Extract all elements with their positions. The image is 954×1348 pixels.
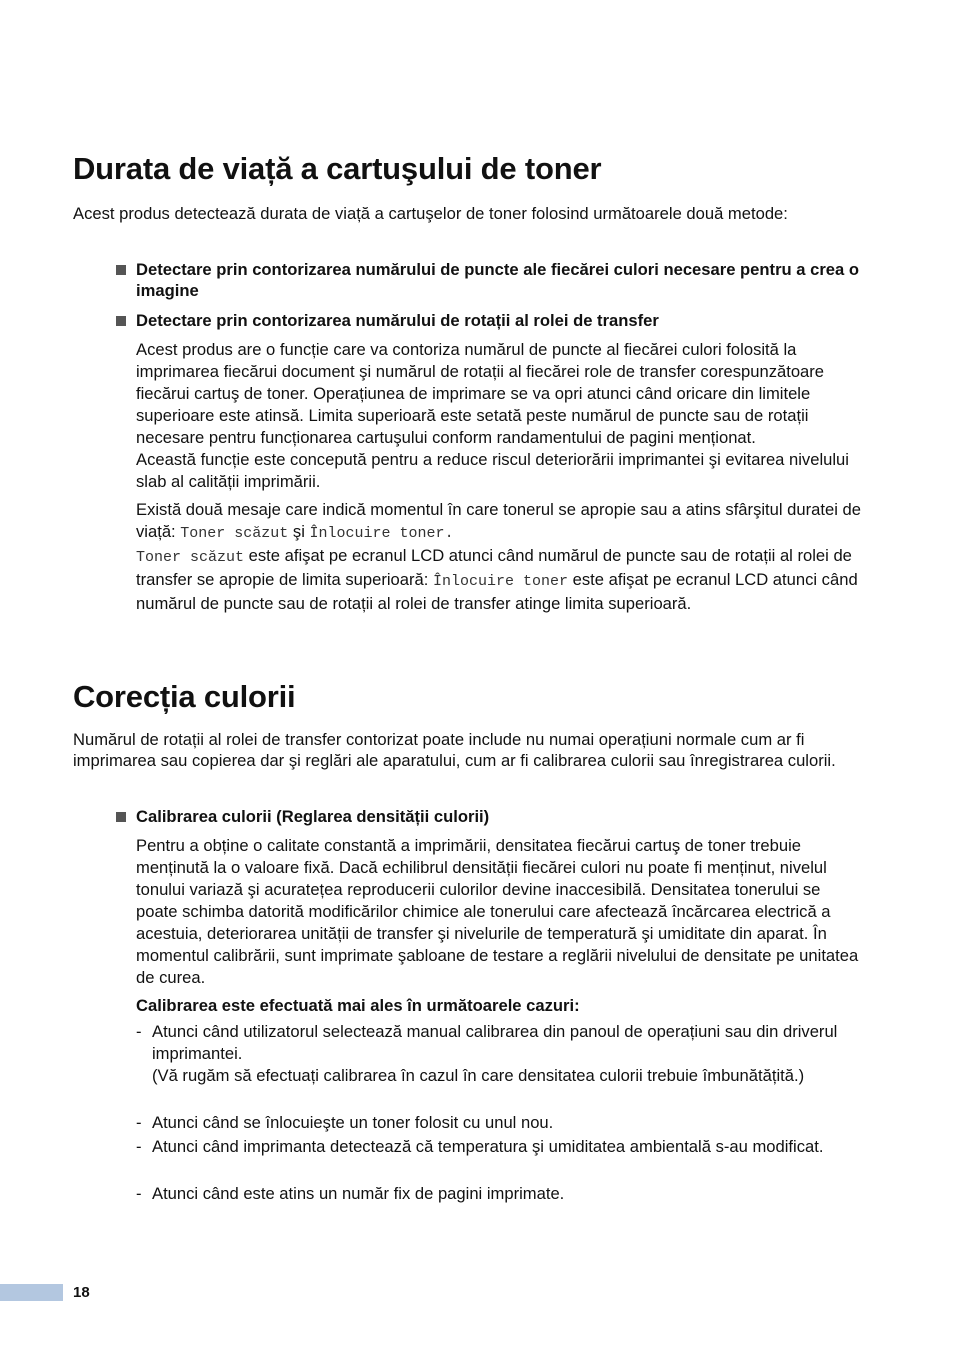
- bullet-dot-count: Detectare prin contorizarea numărului de puncte ale fiecărei culori necesare pentru a crea o imagine: [116, 259, 866, 301]
- messages-paragraph: Există două mesaje care indică momentul în care tonerul se apropie sau a atins sfârşitul duratei de viață: Toner scăzut şi Înlocuire toner. Toner scăzut este afişat pe ecranul LCD atunci când numărul de puncte sau de rotații al rolei de transfer se apropie de limita superioară: Înlocuire toner este afişat pe ecranul LCD atunci când numărul de puncte sau de rotații al rolei de transfer atinge limita superioară.: [136, 500, 861, 613]
- lcd-message-replace-toner: Înlocuire toner: [433, 573, 569, 590]
- page-number-bar: [0, 1284, 63, 1301]
- calibration-paragraph: Pentru a obține o calitate constantă a imprimării, densitatea fiecărui cartuş de toner trebuie menținută la o valoare fixă. Dacă echilibrul densității fiecărei culori nu poate fi menținut, nivelul tonului variază şi acuratețea reproducerii culorilor devine inaccesibilă. Densitatea tonerului se poate schimba datorită modificărilor chimice ale tonerului care afectează încărcarea electrică a acestuia, deteriorarea unității de transfer şi nivelurile de temperatură şi umiditate din aparat. În momentul calibrării, sunt imprimate şabloane de testare a reglării nivelului de densitate pe unitatea de curea. Calibrarea este efectuată mai ales în următoarele cazuri:: [136, 835, 866, 1017]
- list-item: - Atunci când se înlocuieşte un toner folosit cu unul nou.: [136, 1113, 554, 1132]
- calibration-subheading: Calibrarea este efectuată mai ales în următoarele cazuri:: [136, 996, 580, 1015]
- lcd-message-toner-low: Toner scăzut: [180, 525, 289, 542]
- lcd-message-toner-low: Toner scăzut: [136, 549, 245, 566]
- square-bullet-icon: [116, 812, 126, 822]
- color-intro-paragraph: Numărul de rotații al rolei de transfer contorizat poate include nu numai operațiuni normale cum ar fi imprimarea sau copierea dar şi reglări ale aparatului, cum ar fi calibrarea culorii sau înregistrarea culorii.: [73, 730, 836, 770]
- section-title-toner-life: Durata de viață a cartuşului de toner: [73, 151, 602, 186]
- intro-paragraph: Acest produs detectează durata de viață a cartuşelor de toner folosind următoarele două metode:: [73, 204, 788, 223]
- list-item: - Atunci când utilizatorul selectează manual calibrarea din panoul de operațiuni sau din driverul imprimantei. (Vă rugăm să efectuați calibrarea în cazul în care densitatea culorii trebuie îmbunătățită.): [136, 1022, 838, 1085]
- list-item: - Atunci când este atins un număr fix de pagini imprimate.: [136, 1184, 565, 1203]
- square-bullet-icon: [116, 265, 126, 275]
- section-title-color-correction: Corecția culorii: [73, 679, 296, 714]
- square-bullet-icon: [116, 316, 126, 326]
- bullet-rotation-count: Detectare prin contorizarea numărului de rotații al rolei de transfer: [116, 310, 866, 331]
- page-number: 18: [73, 1284, 90, 1301]
- bullet-color-calibration: Calibrarea culorii (Reglarea densității culorii): [116, 806, 866, 827]
- lcd-message-replace-toner: Înlocuire toner: [309, 525, 445, 542]
- list-item: - Atunci când imprimanta detectează că temperatura şi umiditatea ambientală s-au modificat.: [136, 1137, 824, 1156]
- explanation-paragraph: Acest produs are o funcție care va contoriza numărul de puncte al fiecărei culori folosită la imprimarea fiecărui document şi numărul de rotații al fiecărei role de transfer corespunzătoare fiecărui cartuş de toner. Operațiunea de imprimare se va opri atunci când oricare din limitele superioare este atinsă. Limita superioară este setată peste numărul de puncte sau de rotații necesare pentru funcționarea cartuşului conform randamentului de pagini menționat. Această funcție este concepută pentru a reduce riscul deteriorării imprimantei şi evitarea nivelului slab al calității imprimării. Există două mesaje care indică momentul în care tonerul se apropie sau a atins sfârşitul duratei de viață: Toner scăzut şi Înlocuire toner. Toner scăzut este afişat pe ecranul LCD atunci când numărul de puncte sau de rotații al rolei de transfer se apropie de limita superioară: Înlocuire toner este afişat pe ecranul LCD atunci când numărul de puncte sau de rotații al rolei de transfer atinge limita superioară.: [136, 339, 866, 615]
